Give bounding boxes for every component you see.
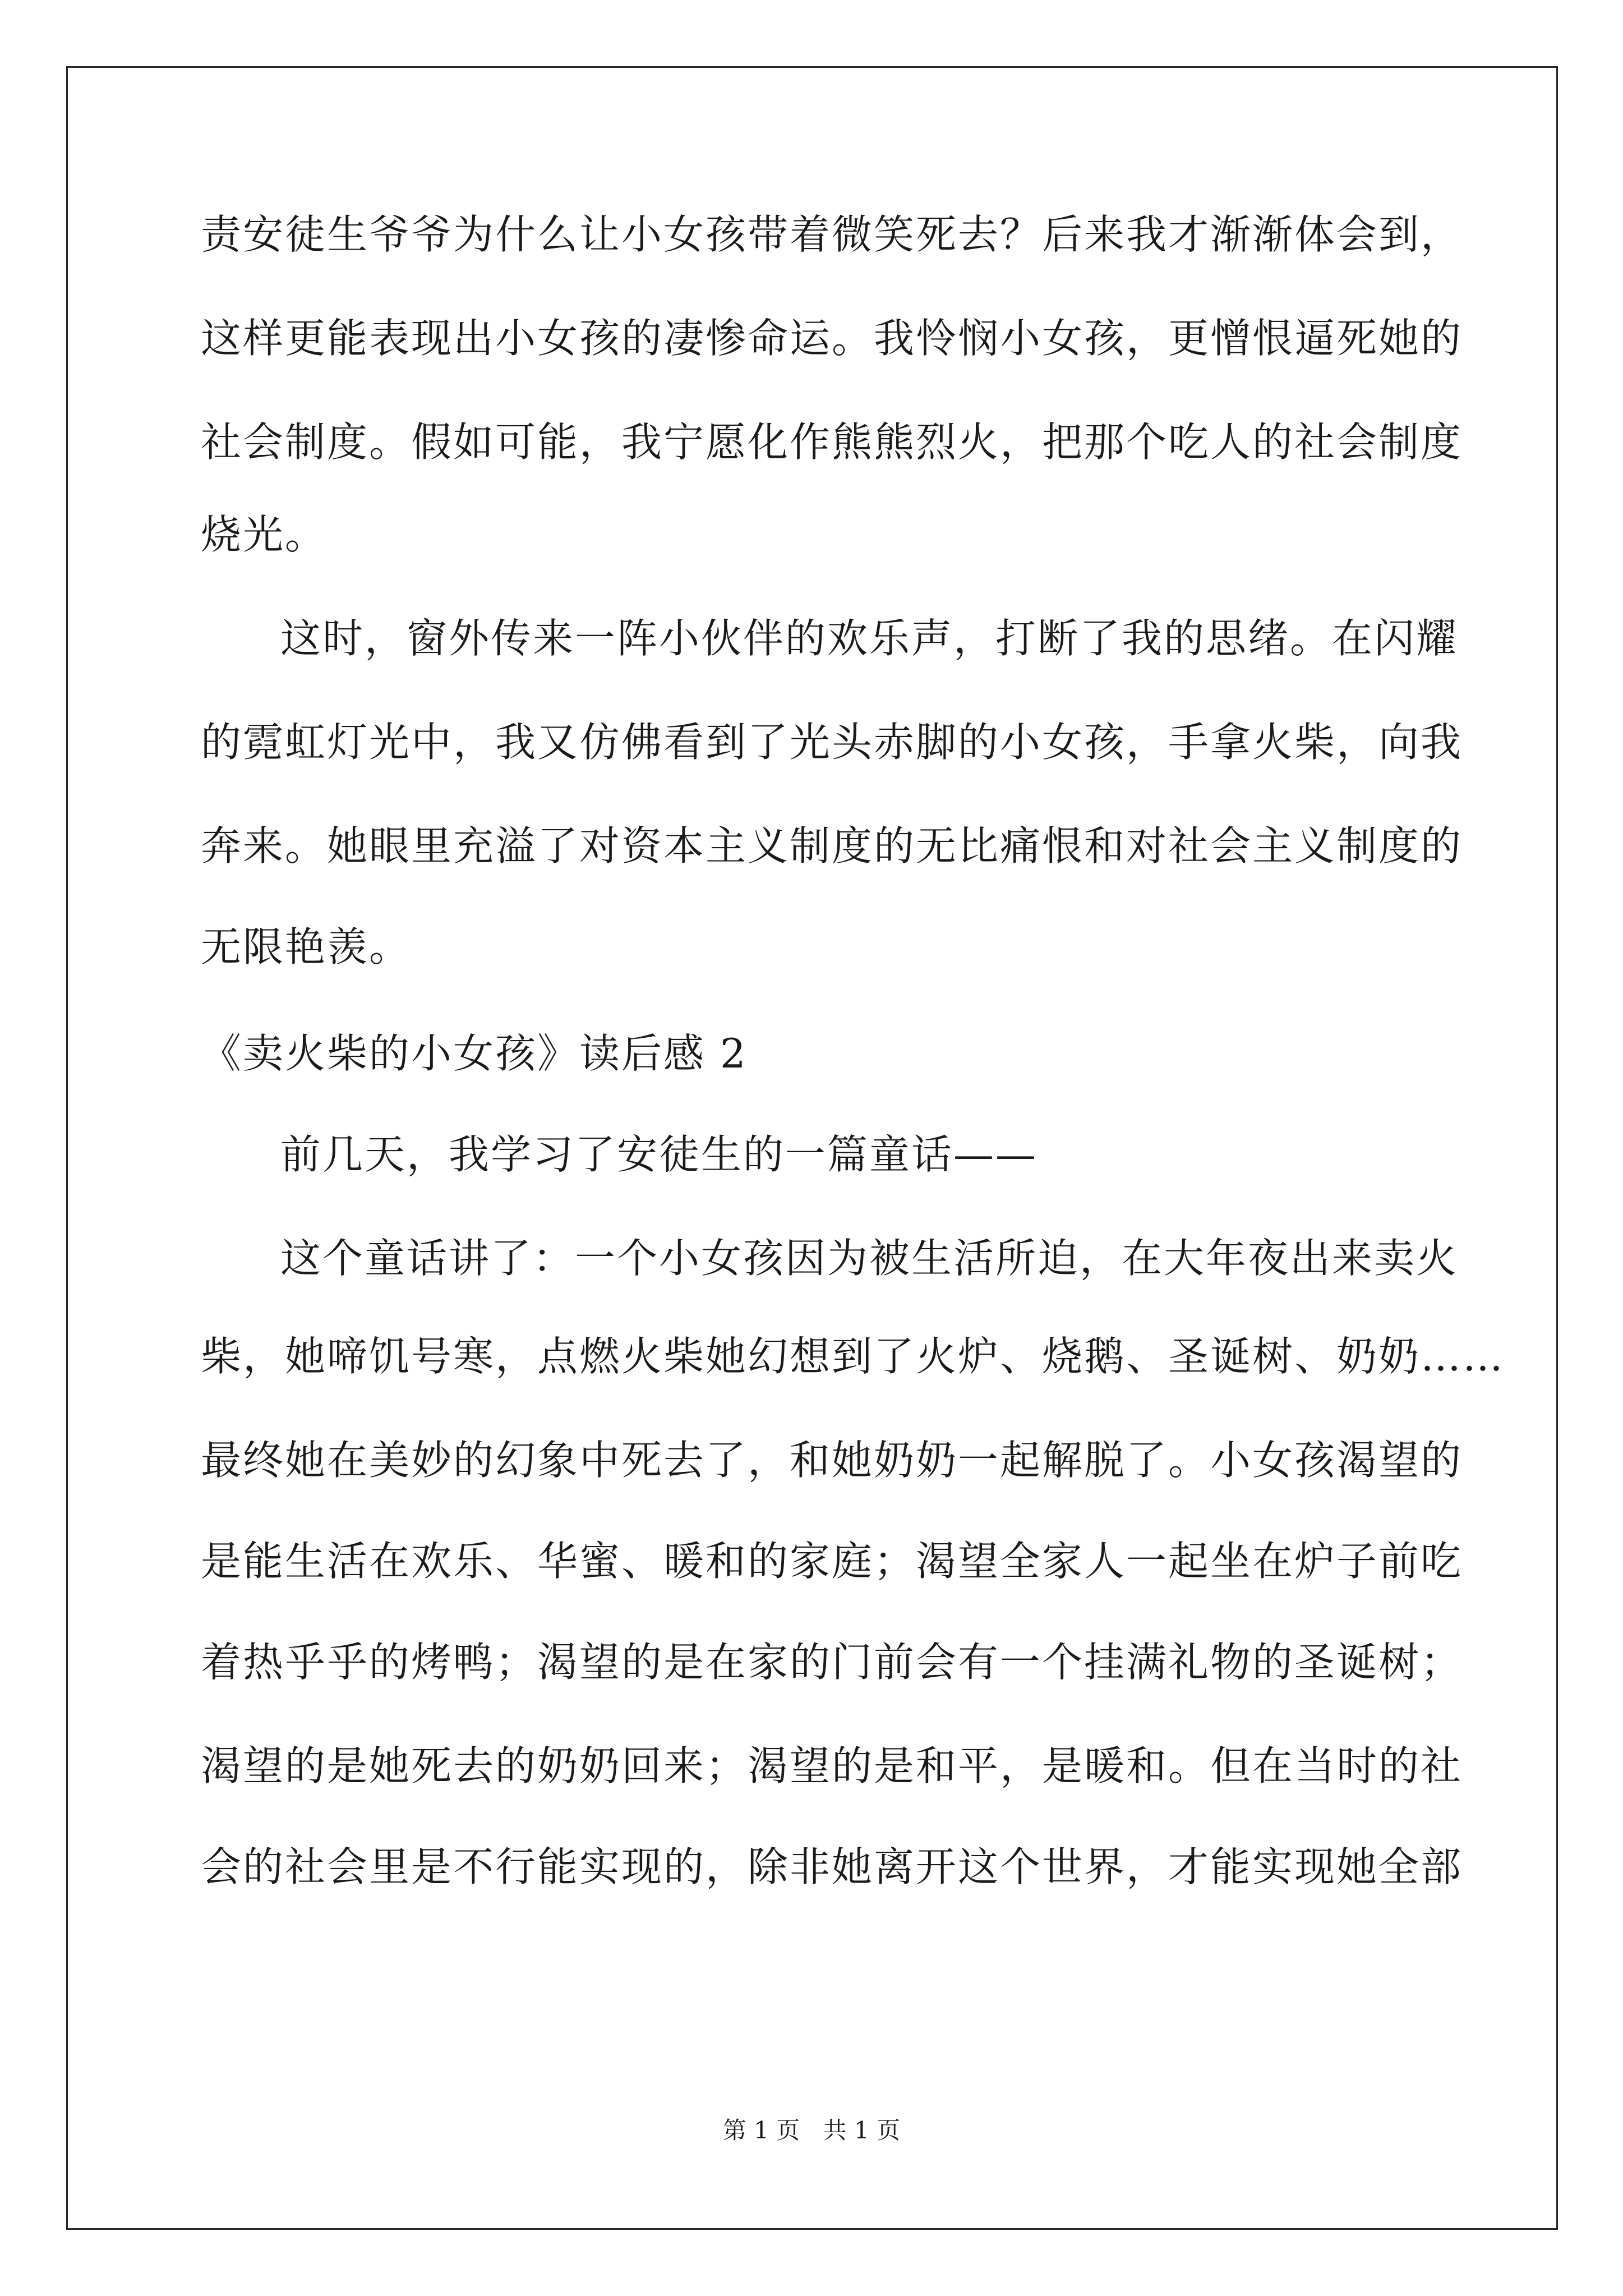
text-line: 会的社会里是不行能实现的，除非她离开这个世界，才能实现她全部 bbox=[201, 1843, 1463, 1890]
text-line: 责安徒生爷爷为什么让小女孩带着微笑死去？后来我才渐渐体会到， bbox=[201, 211, 1463, 258]
text-line: 烧光。 bbox=[201, 511, 328, 558]
page-total: 共 1 页 bbox=[823, 2116, 901, 2144]
text-line: 无限艳羡。 bbox=[201, 923, 412, 970]
text-line: 渴望的是她死去的奶奶回来；渴望的是和平，是暖和。但在当时的社 bbox=[201, 1742, 1463, 1789]
page-number: 第 1 页 bbox=[722, 2116, 800, 2144]
text-line: 是能生活在欢乐、华蜜、暖和的家庭；渴望全家人一起坐在炉子前吃 bbox=[201, 1538, 1463, 1585]
text-line: 这个童话讲了：一个小女孩因为被生活所迫，在大年夜出来卖火 bbox=[280, 1235, 1459, 1282]
text-line: 最终她在美妙的幻象中死去了，和她奶奶一起解脱了。小女孩渴望的 bbox=[201, 1437, 1463, 1484]
page-footer bbox=[0, 2115, 1623, 2146]
section-heading: 《卖火柴的小女孩》读后感 2 bbox=[201, 1030, 748, 1077]
text-line: 前几天，我学习了安徒生的一篇童话—— bbox=[280, 1131, 1038, 1178]
text-line: 奔来。她眼里充溢了对资本主义制度的无比痛恨和对社会主义制度的 bbox=[201, 822, 1463, 869]
text-line: 这时，窗外传来一阵小伙伴的欢乐声，打断了我的思绪。在闪耀 bbox=[280, 615, 1459, 662]
text-line: 柴，她啼饥号寒，点燃火柴她幻想到了火炉、烧鹅、圣诞树、奶奶…… bbox=[201, 1333, 1505, 1380]
text-line: 这样更能表现出小女孩的凄惨命运。我怜悯小女孩，更憎恨逼死她的 bbox=[201, 315, 1463, 362]
text-line: 着热乎乎的烤鸭；渴望的是在家的门前会有一个挂满礼物的圣诞树； bbox=[201, 1639, 1463, 1686]
text-line: 的霓虹灯光中，我又仿佛看到了光头赤脚的小女孩，手拿火柴，向我 bbox=[201, 719, 1463, 766]
text-line: 社会制度。假如可能，我宁愿化作熊熊烈火，把那个吃人的社会制度 bbox=[201, 418, 1463, 466]
